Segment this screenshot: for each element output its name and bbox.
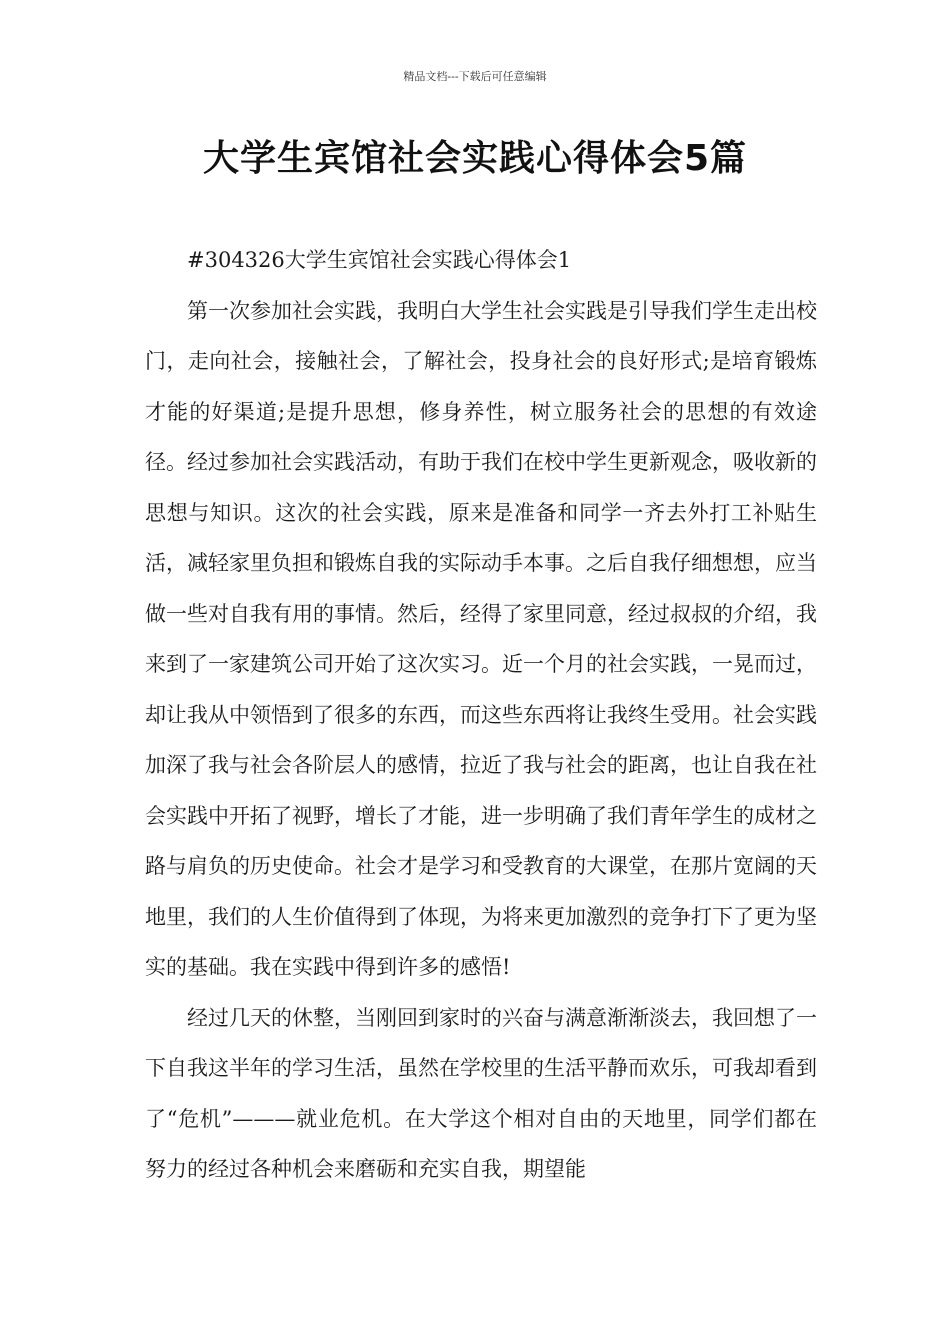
document-body [145, 235, 817, 1195]
document-title: 大学生宾馆社会实践心得体会5篇 [202, 138, 748, 179]
header-note: 精品文档---下载后可任意编辑 [403, 70, 547, 83]
section-heading: #304326大学生宾馆社会实践心得体会1 [187, 248, 572, 272]
body-paragraph-1: 第一次参加社会实践，我明白大学生社会实践是引导我们学生走出校门，走向社会，接触社会，了解社会，投身社会的良好形式;是培育锻炼才能的好渠道;是提升思想，修身养性，树立服务社会的思想的有效途径。经过参加社会实践活动，有助于我们在校中学生更新观念，吸收新的思想与知识。这次的社会实践，原来是准备和同学一齐去外打工补贴生活，减轻家里负担和锻炼自我的实际动手本事。之后自我仔细想想，应当做一些对自我有用的事情。然后，经得了家里同意，经过叔叔的介绍，我来到了一家建筑公司开始了这次实习。近一个月的社会实践，一晃而过，却让我从中领悟到了很多的东西，而这些东西将让我终生受用。社会实践加深了我与社会各阶层人的感情，拉近了我与社会的距离，也让自我在社会实践中开拓了视野，增长了才能，进一步明确了我们青年学生的成材之路与肩负的历史使命。社会才是学习和受教育的大课堂，在那片宽阔的天地里，我们的人生价值得到了体现，为将来更加激烈的竞争打下了更为坚实的基础。我在实践中得到许多的感悟! [145, 298, 817, 979]
body-paragraph-2: 经过几天的休整，当刚回到家时的兴奋与满意渐渐淡去，我回想了一下自我这半年的学习生活，虽然在学校里的生活平静而欢乐，可我却看到了“危机”———就业危机。在大学这个相对自由的天地里，同学们都在努力的经过各种机会来磨砺和充实自我，期望能 [145, 1005, 817, 1181]
